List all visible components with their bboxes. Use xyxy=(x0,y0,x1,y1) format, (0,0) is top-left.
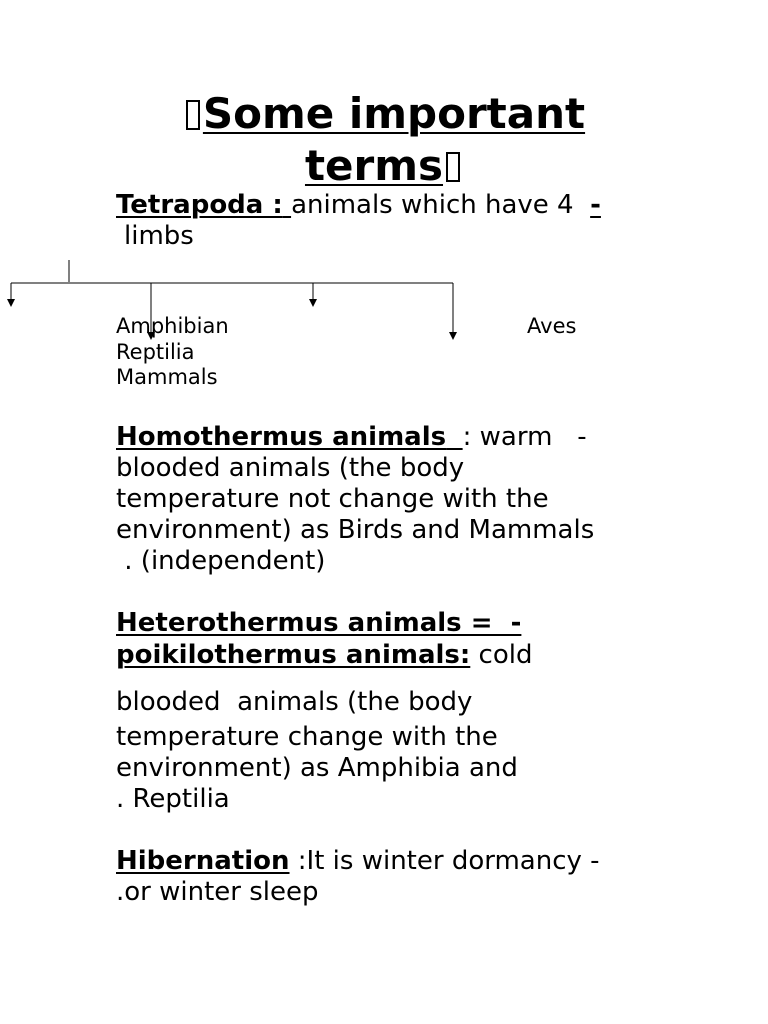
tetrapoda-definition: animals which have 4 xyxy=(291,190,574,220)
heterothermus-line-1 xyxy=(116,608,521,639)
homothermus-line-1: Homothermus animals : warm - xyxy=(116,422,587,452)
hibernation-term: Hibernation xyxy=(116,846,290,876)
tetrapoda-term: Tetrapoda : xyxy=(116,190,283,220)
tree-label-reptilia: Reptilia xyxy=(116,340,195,364)
heterothermus-line-4: temperature change with the xyxy=(116,722,498,752)
tree-label-mammals: Mammals xyxy=(116,365,218,389)
homothermus-line-5: . (independent) xyxy=(116,546,326,576)
homothermus-line-4: environment) as Birds and Mammals xyxy=(116,515,595,545)
heterothermus-line-3: blooded animals (the body xyxy=(116,687,473,717)
tree-label-amphibian: Amphibian xyxy=(116,314,229,338)
heterothermus-line-5: environment) as Amphibia and xyxy=(116,753,518,783)
hibernation-line-2: .or winter sleep xyxy=(116,877,319,907)
heterothermus-term-2: poikilothermus animals: xyxy=(116,640,471,670)
heterothermus-line-6: . Reptilia xyxy=(116,784,230,814)
heterothermus-line-2: poikilothermus animals: cold xyxy=(116,640,533,670)
heterothermus-term-1: Heterothermus animals = - xyxy=(116,608,522,638)
tetrapoda-dash: - xyxy=(590,190,601,220)
homothermus-line-2: blooded animals (the body xyxy=(116,453,465,483)
homothermus-term: Homothermus animals xyxy=(116,422,447,452)
title-line-1: Some important xyxy=(0,88,768,140)
hibernation-line-1: Hibernation :It is winter dormancy - xyxy=(116,846,600,876)
title-line-2: terms xyxy=(0,140,768,192)
homothermus-line-3: temperature not change with the xyxy=(116,484,549,514)
tree-label-aves: Aves xyxy=(527,314,577,338)
tetrapoda-line-2: limbs xyxy=(124,221,194,251)
